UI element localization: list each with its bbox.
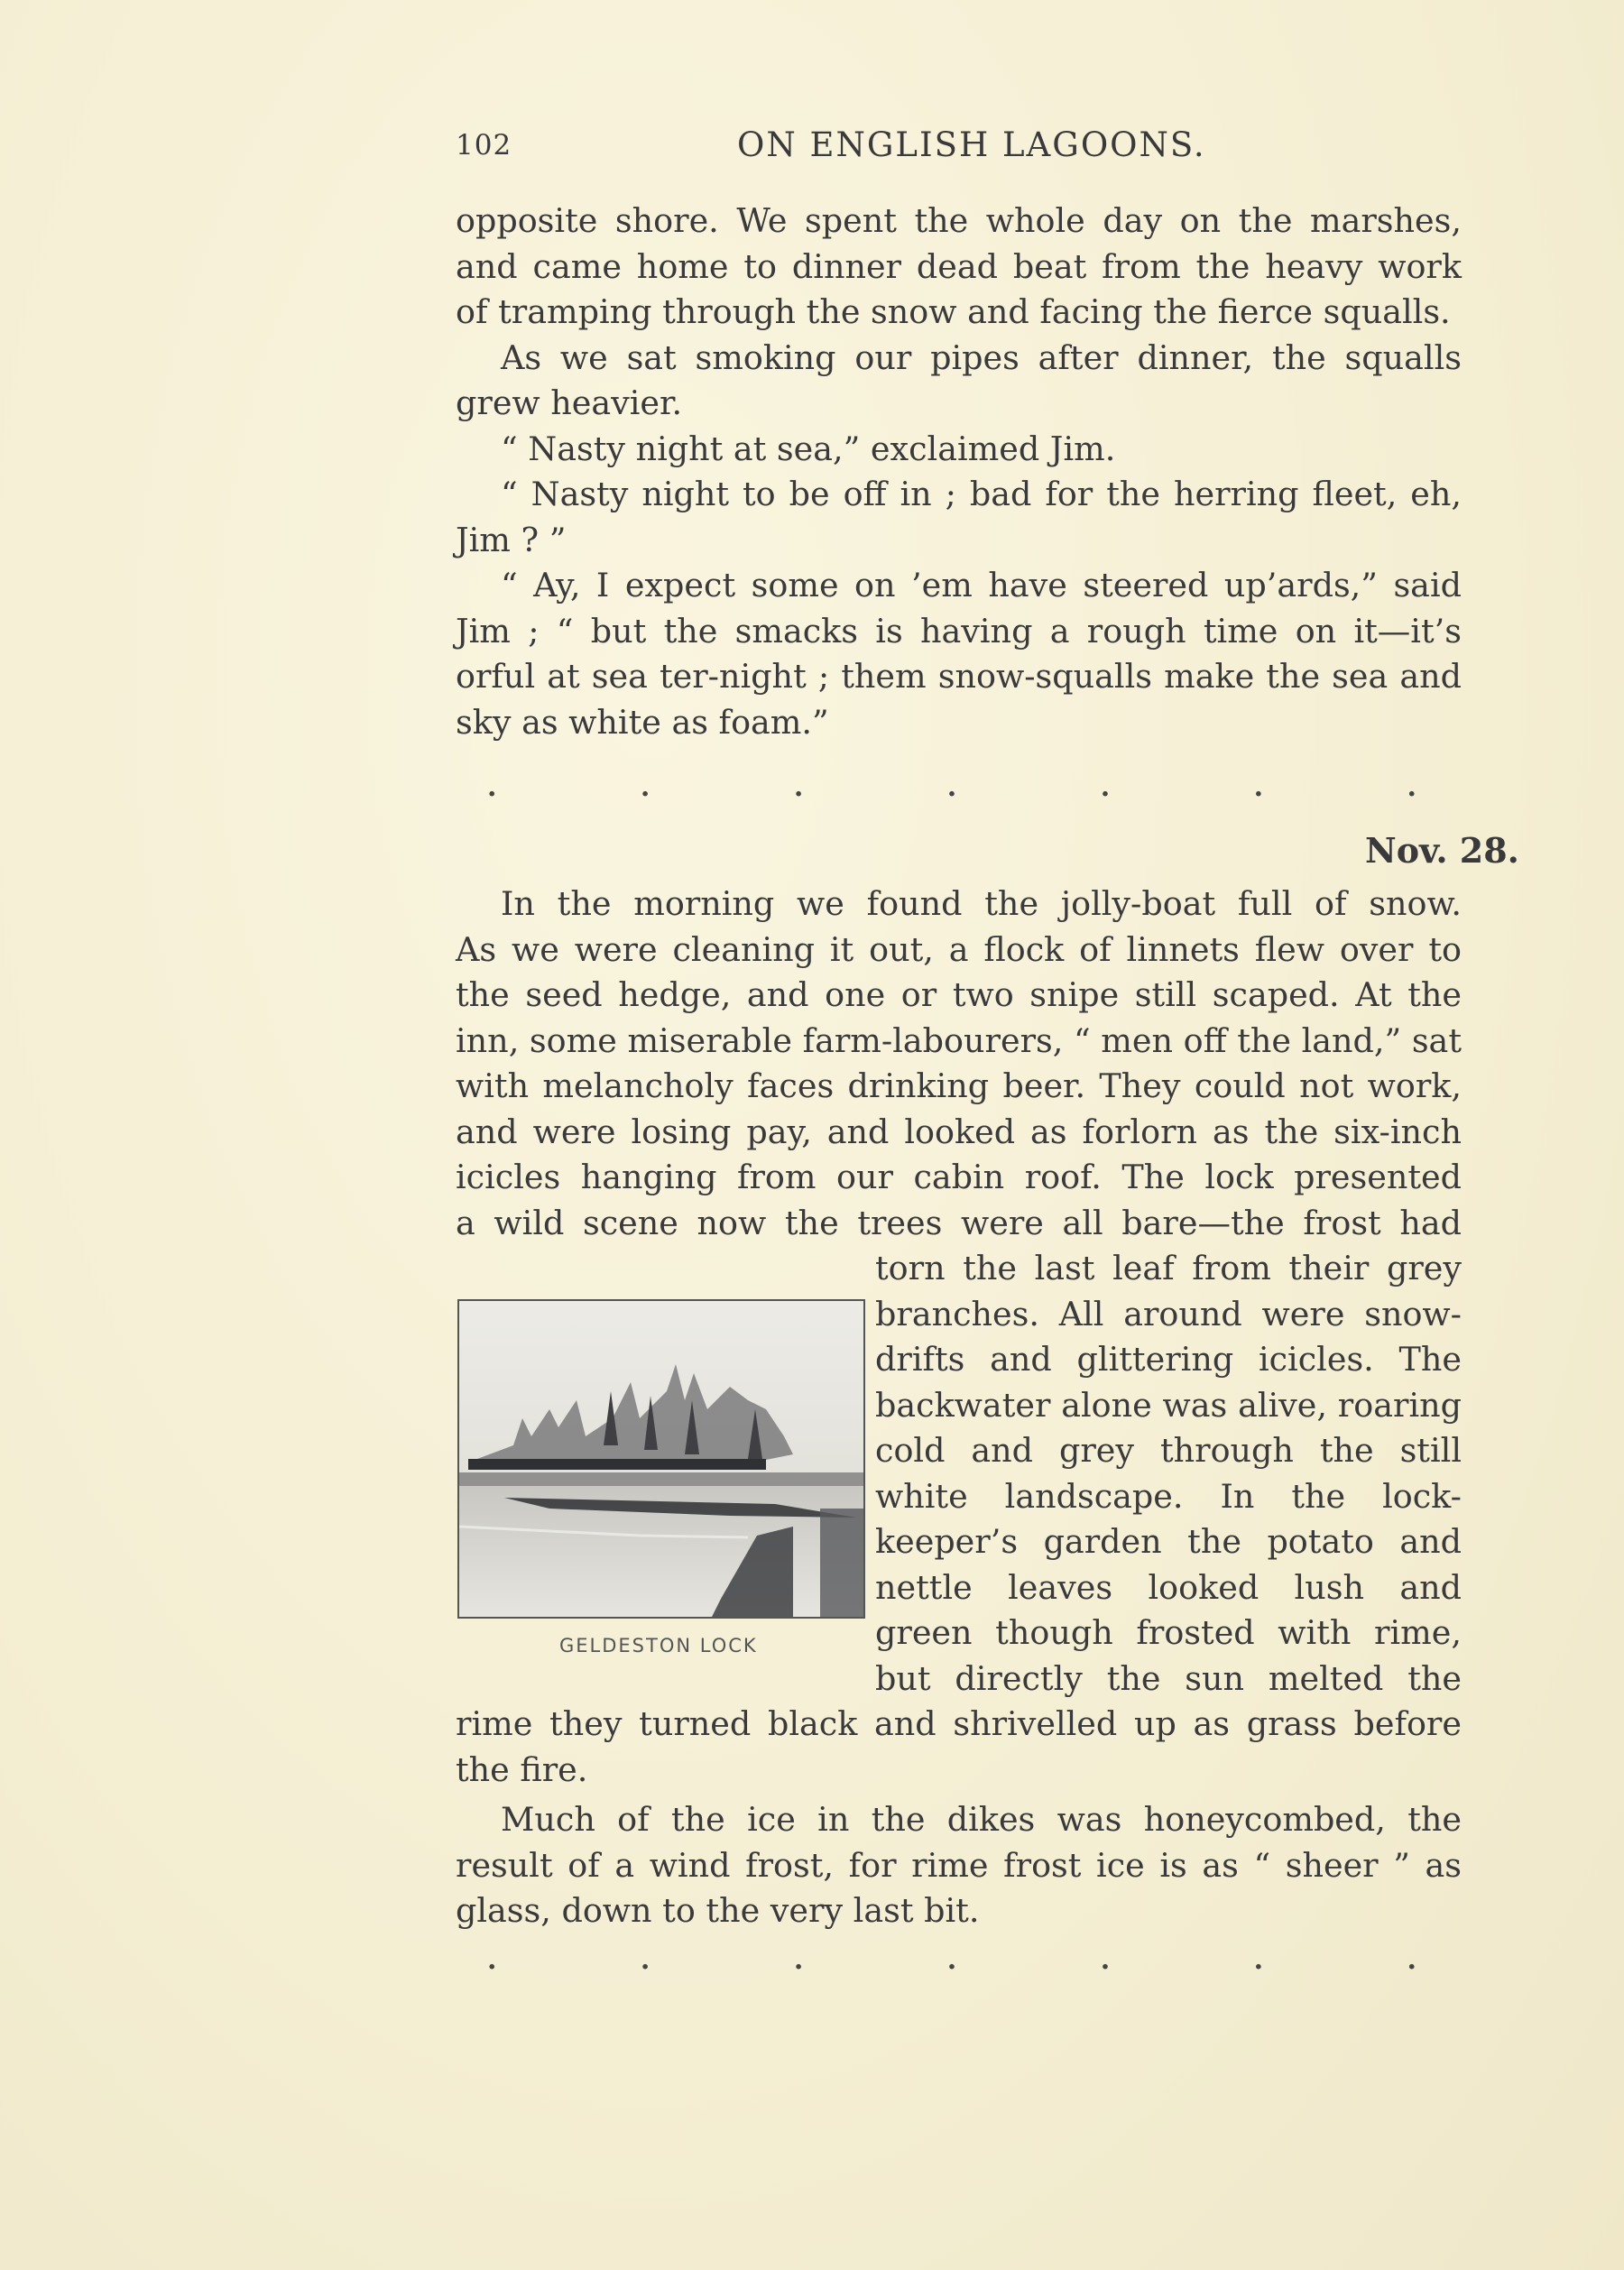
dot: . (1253, 1944, 1264, 1976)
dot: . (1100, 1944, 1111, 1976)
text-line: In the morning we found the jolly-boat full of snow. (501, 884, 1462, 923)
text-line: “ Ay, I expect some on ’em have steered up’ards,” said (501, 566, 1462, 604)
text-line: cold and grey through the still (875, 1431, 1462, 1470)
section-dots-1 (487, 771, 1416, 803)
text-line: the seed hedge, and one or two snipe still scaped. At the (456, 975, 1462, 1014)
text-line: a wild scene now the trees were all bare—the frost had (456, 1203, 1462, 1242)
text-line: result of a wind frost, for rime frost ice is as “ sheer ” as (456, 1845, 1462, 1885)
paragraph-2 (456, 881, 1462, 1246)
text-line: glass, down to the very last bit. (456, 1891, 980, 1930)
dot: . (946, 771, 957, 803)
entry-date: Nov. 28. (1365, 830, 1519, 871)
text-line: white landscape. In the lock- (875, 1476, 1462, 1516)
dot: . (1253, 771, 1264, 803)
section-dots-2 (487, 1944, 1416, 1976)
page-number: 102 (456, 129, 512, 161)
text-line: nettle leaves looked lush and (875, 1567, 1462, 1607)
text-line: “ Nasty night to be off in ; bad for the herring fleet, eh, (501, 475, 1462, 513)
dot: . (1100, 771, 1111, 803)
dot: . (946, 1944, 957, 1976)
text-line: of tramping through the snow and facing the fierce squalls. (456, 292, 1451, 331)
text-line: Jim ? ” (456, 520, 567, 559)
dot: . (640, 771, 651, 803)
text-line: but directly the sun melted the (875, 1658, 1462, 1698)
dot: . (487, 1944, 497, 1976)
dot: . (487, 771, 497, 803)
text-line: “ Nasty night at sea,” exclaimed Jim. (501, 429, 1116, 468)
text-line: and were losing pay, and looked as forlorn as the six-inch (456, 1112, 1462, 1151)
paragraph-3 (456, 1797, 1462, 1934)
text-line: orful at sea ter-night ; them snow-squalls make the sea and (456, 657, 1462, 696)
dot: . (793, 771, 804, 803)
text-line: inn, some miserable farm-labourers, “ men off the land,” sat (456, 1020, 1462, 1060)
paragraph-2-wrapped (875, 1246, 1462, 1702)
running-title: ON ENGLISH LAGOONS. (737, 125, 1206, 164)
text-line: grew heavier. (456, 383, 683, 422)
dot: . (1407, 771, 1416, 803)
winter-lock-image (459, 1301, 863, 1617)
text-line: icicles hanging from our cabin roof. The lock presented (456, 1158, 1462, 1196)
text-line: green though frosted with rime, (875, 1613, 1462, 1652)
figure-caption: GELDESTON LOCK (559, 1635, 758, 1656)
text-line: branches. All around were snow- (875, 1294, 1462, 1333)
text-line: As we were cleaning it out, a flock of linnets flew over to (456, 929, 1462, 969)
dot: . (793, 1944, 804, 1976)
dot: . (640, 1944, 651, 1976)
text-line: torn the last leaf from their grey (875, 1249, 1462, 1287)
text-line: drifts and glittering icicles. The (875, 1340, 1462, 1379)
text-line: backwater alone was alive, roaring (875, 1385, 1462, 1425)
text-line: sky as white as foam.” (456, 702, 829, 742)
text-line: opposite shore. We spent the whole day on the marshes, (456, 201, 1462, 240)
text-line: and came home to dinner dead beat from the heavy work (456, 246, 1462, 286)
paragraph-1 (456, 198, 1462, 745)
text-line: As we sat smoking our pipes after dinner, the squalls (501, 337, 1462, 377)
text-line: the fire. (456, 1749, 588, 1789)
text-line: Jim ; “ but the smacks is having a rough time on it—it’s (456, 611, 1462, 651)
text-line: keeper’s garden the potato and (875, 1522, 1462, 1561)
text-line: with melancholy faces drinking beer. They could not work, (456, 1066, 1462, 1105)
text-line: rime they turned black and shrivelled up as grass before (456, 1704, 1462, 1743)
dot: . (1407, 1944, 1416, 1976)
geldeston-lock-illustration (457, 1299, 865, 1619)
text-line: Much of the ice in the dikes was honeycombed, the (501, 1800, 1462, 1839)
paragraph-2-end (456, 1702, 1462, 1793)
page-header (456, 120, 1462, 174)
